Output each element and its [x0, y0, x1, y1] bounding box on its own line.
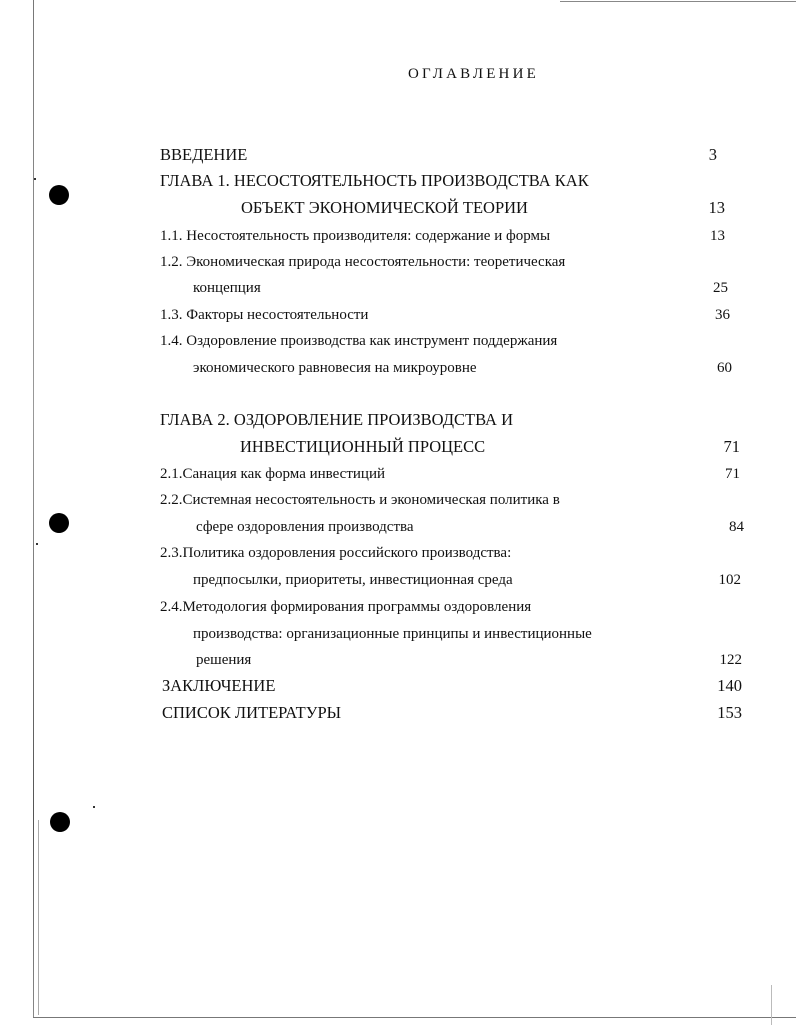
punch-hole-middle	[49, 513, 69, 533]
toc-entry-page: 140	[717, 676, 742, 695]
toc-entry-page: 84	[729, 519, 744, 535]
toc-entry-text: концепция	[193, 280, 261, 296]
scan-edge-left	[33, 0, 34, 1018]
punch-hole-bottom	[50, 812, 70, 832]
toc-entry-text: 2.3.Политика оздоровления российского производства:	[160, 545, 512, 561]
scan-speck	[36, 543, 38, 545]
toc-entry-text: предпосылки, приоритеты, инвестиционная среда	[193, 572, 513, 588]
toc-entry-page: 71	[725, 466, 740, 482]
toc-entry-text: 2.1.Санация как форма инвестиций	[160, 466, 385, 482]
toc-entry-text: 2.4.Методология формирования программы оздоровления	[160, 599, 532, 615]
toc-entry-text: 1.2. Экономическая природа несостоятельности: теоретическая	[160, 254, 566, 270]
toc-entry-text: 1.3. Факторы несостоятельности	[160, 307, 369, 323]
page-title: ОГЛАВЛЕНИЕ	[408, 66, 539, 82]
toc-entry-page: 153	[717, 703, 742, 722]
toc-entry-text: ИНВЕСТИЦИОННЫЙ ПРОЦЕСС	[240, 437, 486, 456]
toc-entry-page: 102	[718, 572, 741, 588]
toc-entry-page: 25	[713, 280, 728, 296]
toc-entry-page: 3	[708, 145, 717, 164]
scan-speck	[34, 178, 36, 180]
toc-entry-text: СПИСОК ЛИТЕРАТУРЫ	[162, 703, 342, 722]
punch-hole-top	[49, 185, 69, 205]
toc-entry-page: 60	[717, 360, 732, 376]
toc-entry-text: ГЛАВА 2. ОЗДОРОВЛЕНИЕ ПРОИЗВОДСТВА И	[160, 410, 513, 429]
toc-entry-text: сфере оздоровления производства	[196, 519, 414, 535]
toc-entry-page: 122	[719, 652, 742, 668]
scan-edge-left-inner	[38, 820, 39, 1015]
toc-entry-text: ОБЪЕКТ ЭКОНОМИЧЕСКОЙ ТЕОРИИ	[241, 198, 528, 217]
toc-entry-text: ВВЕДЕНИЕ	[160, 145, 248, 164]
toc-entry-text: ЗАКЛЮЧЕНИЕ	[162, 676, 276, 695]
toc-entry-text: решения	[196, 652, 252, 668]
toc-entry-page: 13	[708, 198, 725, 217]
toc-entry-text: производства: организационные принципы и инвестиционные	[193, 626, 592, 642]
toc-entry-page: 13	[710, 228, 725, 244]
scan-speck	[93, 806, 95, 808]
scan-edge-top	[560, 1, 796, 2]
toc-entry-text: экономического равновесия на микроуровне	[193, 360, 477, 376]
scan-edge-right	[771, 985, 772, 1025]
toc-entry-text: ГЛАВА 1. НЕСОСТОЯТЕЛЬНОСТЬ ПРОИЗВОДСТВА КАК	[160, 171, 589, 190]
scan-edge-bottom	[33, 1017, 796, 1018]
toc-entry-text: 2.2.Системная несостоятельность и экономическая политика в	[160, 492, 560, 508]
toc-entry-text: 1.1. Несостоятельность производителя: содержание и формы	[160, 228, 551, 244]
toc-entry-page: 36	[715, 307, 730, 323]
toc-entry-text: 1.4. Оздоровление производства как инструмент поддержания	[160, 333, 558, 349]
toc-entry-page: 71	[723, 437, 740, 456]
